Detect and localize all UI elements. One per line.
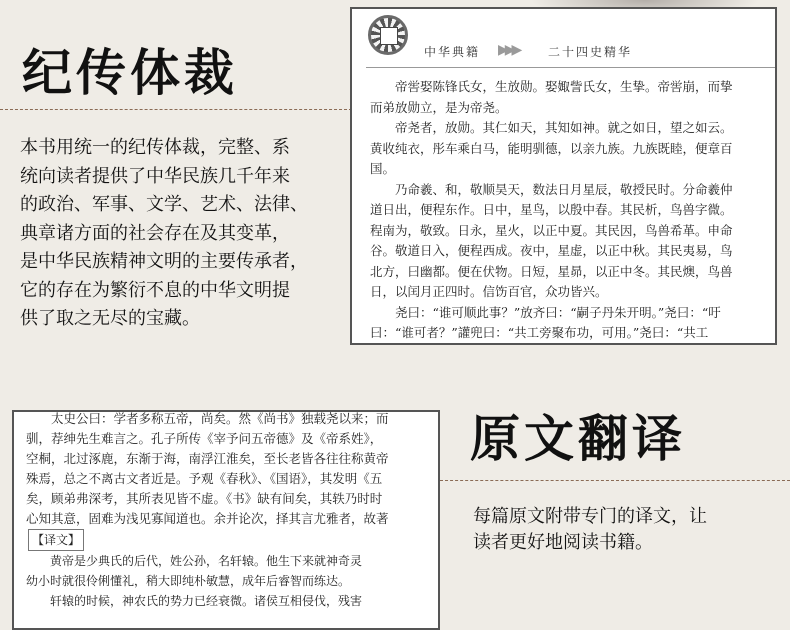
book-page-sample-biography <box>350 7 777 345</box>
feature-title-original-translation: 原文翻译 <box>470 409 686 468</box>
translation-line: 幼小时就很伶俐懂礼，稍大即纯朴敏慧，成年后睿智而练达。 <box>26 574 351 588</box>
book-title: 二十四史精华 <box>548 45 633 59</box>
page-line: 曰：“谁可者？”讙兜曰：“共工旁聚布功，可用。”尧曰：“共工 <box>370 325 709 340</box>
description-line: 读者更好地阅读书籍。 <box>473 532 653 553</box>
page-line: 日，以闰月正四时。信饬百官，众功皆兴。 <box>370 284 608 299</box>
description-line: 供了取之无尽的宝藏。 <box>20 308 200 329</box>
page-line: 黄收纯衣，彤车乘白马，能明驯德，以亲九族。九族既睦，便章百 <box>370 140 733 156</box>
description-line: 是中华民族精神文明的主要传承者， <box>20 251 308 272</box>
section-divider <box>0 109 352 110</box>
book-page-text <box>26 410 389 611</box>
description-line: 本书用统一的纪传体裁，完整、系 <box>20 137 290 158</box>
page-line: 矣，顾弟弗深考，其所表见皆不虚。《书》缺有间矣，其轶乃时时 <box>26 491 383 506</box>
page-line: 驯，荐绅先生难言之。孔子所传《宰予问五帝德》及《帝系姓》， <box>26 431 383 446</box>
description-line: 它的存在为繁衍不息的中华文明提 <box>20 279 290 301</box>
book-page-text <box>370 77 733 344</box>
page-line: 而弟放勋立，是为帝尧。 <box>370 99 508 115</box>
page-line: 道日出，便程东作。日中，星鸟，以殷中春。其民析，鸟兽字微。 <box>370 202 733 217</box>
translation-line: 轩辕的时候，神农氏的势力已经衰微。诸侯互相侵伐，残害 <box>50 594 363 608</box>
book-page-sample-translation <box>12 410 440 630</box>
page-line: 程南为，敬致。日永，星火，以正中夏。其民因，鸟兽希革。申命 <box>370 222 733 238</box>
description-line: 统向读者提供了中华民族几千年来 <box>20 165 290 187</box>
page-line: 北方，曰幽都。便在伏物。日短，星昴，以正中冬。其民燠，鸟兽 <box>370 263 733 279</box>
feature-title-biographical-style: 纪传体裁 <box>22 43 238 102</box>
page-line: 乃命羲、和，敬顺昊天，数法日月星辰，敬授民时。分命羲仲 <box>395 181 733 197</box>
page-line: 谷。敬道日入，便程西成。夜中，星虚，以正中秋。其民夷易，鸟 <box>370 243 733 258</box>
page-header-rule <box>366 67 775 68</box>
book-series-name: 中华典籍 <box>424 45 481 59</box>
feature-description-original-translation <box>473 504 707 556</box>
description-line: 典章诸方面的社会存在及其变革， <box>20 222 290 244</box>
feature-description-biographical-style <box>20 134 308 334</box>
page-line: 帝尧者，放勋。其仁如天，其知如神。就之如日，望之如云。 <box>395 120 733 135</box>
description-line: 每篇原文附带专门的译文，让 <box>473 506 707 527</box>
page-line: 空桐，北过涿鹿，东渐于海，南浮江淮矣，至长老皆各往往称黄帝 <box>26 451 389 466</box>
description-line: 的政治、军事、文学、艺术、法律、 <box>20 194 308 215</box>
translation-label: 【译文】 <box>28 529 84 551</box>
page-line: 国。 <box>370 161 396 176</box>
page-line: 太史公曰：学者多称五帝，尚矣。然《尚书》独载尧以来；而 <box>51 411 389 426</box>
book-seal-icon <box>368 15 408 55</box>
page-line: 尧曰：“谁可顺此事？”放齐曰：“嗣子丹朱开明。”尧曰：“吁 <box>395 304 721 320</box>
page-line: 殊焉，总之不离古文者近是。予观《春秋》、《国语》，其发明《五 <box>26 471 383 486</box>
section-divider <box>440 480 790 481</box>
page-line: 帝喾娶陈锋氏女，生放勋。娶娵訾氏女，生挚。帝喾崩，而挚 <box>395 79 733 94</box>
page-line: 心知其意，固难为浅见寡闻道也。余并论次，择其言尤雅者，故著 <box>26 511 389 526</box>
chevron-arrows-icon: ▶▶▶ <box>498 42 519 58</box>
translation-line: 黄帝是少典氏的后代，姓公孙，名轩辕。他生下来就神奇灵 <box>50 554 363 568</box>
